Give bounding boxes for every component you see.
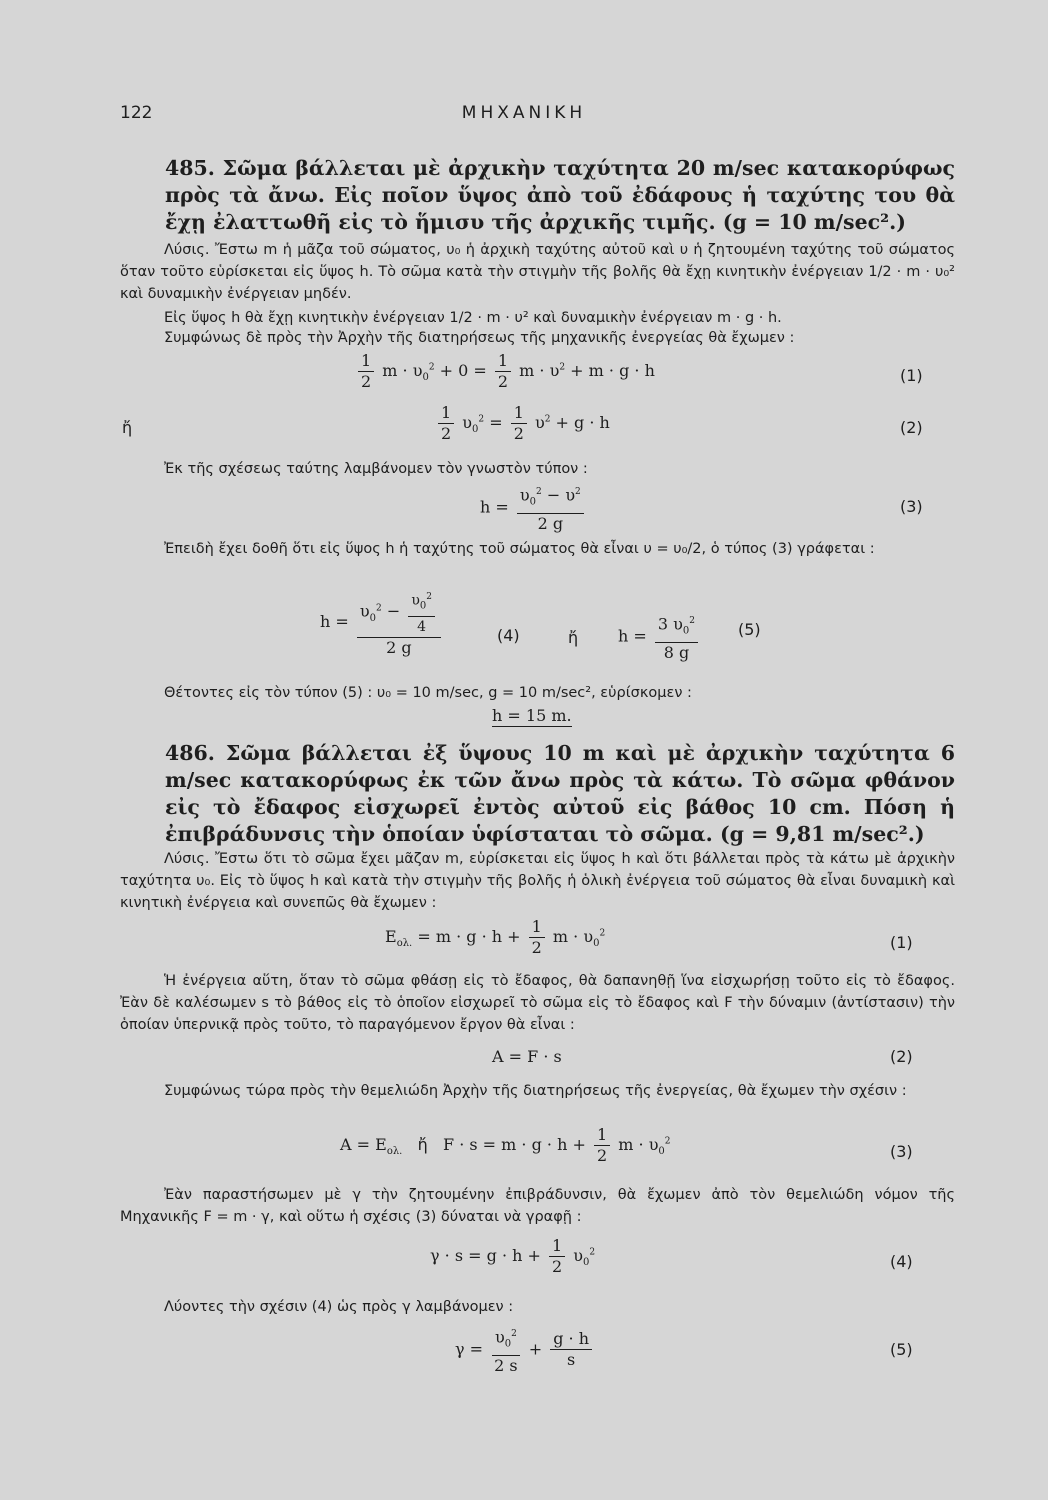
equation-486-4: γ · s = g · h + $\frac{1}{2}$ $\upsilon_0^2$ — [430, 1236, 596, 1276]
problem-486-solution: Λύσις. Ἔστω ὅτι τὸ σῶμα ἔχει μᾶζαν m, εὑρίσκεται εἰς ὕψος h καὶ ὅτι βάλλεται πρὸς τὰ κάτω μὲ ἀρχικὴν ταχύτητα υ₀. Εἰς τὸ ὕψος h καὶ κατὰ τὴν στιγμὴν τῆς βολῆς ἡ ὁλικὴ ἐνέργεια τοῦ σώματος θὰ εἶναι δυναμικὴ καὶ κινητικὴ ἐνέργεια καὶ συνεπῶς θὰ ἔχωμεν : — [120, 851, 955, 911]
equation-number: (3) — [890, 1142, 913, 1161]
or-label: ἤ — [417, 1135, 428, 1154]
equation-485-5: h = $\frac{3 \upsilon_0^2}{8 g}$ — [618, 612, 701, 662]
equation-number: (2) — [900, 418, 923, 437]
problem-486-line4: Ἐὰν παραστήσωμεν μὲ γ τὴν ζητουμένην ἐπιβράδυνσιν, θὰ ἔχωμεν ἀπὸ τὸν θεμελιώδη νόμον τῆς Μηχανικῆς F = m · γ, καὶ οὕτω ἡ σχέσις (3) δύναται νὰ γραφῇ : — [120, 1187, 955, 1225]
problem-485-line4: Ἐκ τῆς σχέσεως ταύτης λαμβάνομεν τὸν γνωστὸν τύπον : — [164, 461, 588, 477]
equation-485-4: h = $\upsilon_0^2$ − $\frac{\upsilon_0^2}{4}$ 2 g — [320, 588, 444, 657]
equation-486-3: $A = E_{o\lambda.}$ ἤ F · s = m · g · h + $\frac{1}{2}$ $m \cdot \upsilon_0^2$ — [340, 1125, 671, 1165]
or-label: ἤ — [568, 628, 579, 647]
equation-486-5: γ = $\frac{\upsilon_0^2}{2 s}$ + $\frac{g \cdot h}{s}$ — [455, 1325, 595, 1375]
problem-486-line3: Συμφώνως τώρα πρὸς τὴν θεμελιώδη Ἀρχὴν τῆς διατηρήσεως τῆς ἐνεργείας, θὰ ἔχωμεν τὴν σχέσιν : — [164, 1083, 907, 1099]
page-title: ΜΗΧΑΝΙΚΗ — [461, 103, 587, 123]
equation-486-1: $E_{o\lambda.} = m \cdot g \cdot h$ + $\frac{1}{2}$ $m \cdot \upsilon_0^2$ — [385, 917, 606, 957]
equation-number: (2) — [890, 1047, 913, 1066]
equation-number: (5) — [890, 1340, 913, 1359]
equation-number: (3) — [900, 497, 923, 516]
equation-485-1: $\frac{1}{2}$ $m \cdot \upsilon_0^2 + 0$ = $\frac{1}{2}$ $m \cdot \upsilon^2 + m \cdot g \cdot h$ — [355, 352, 655, 391]
problem-486-line5: Λύοντες τὴν σχέσιν (4) ὡς πρὸς γ λαμβάνομεν : — [164, 1299, 514, 1315]
equation-486-2: A = F · s — [492, 1047, 562, 1066]
equation-number: (1) — [890, 933, 913, 952]
equation-number: (4) — [890, 1252, 913, 1271]
equation-number: (4) — [497, 626, 520, 645]
problem-485-result: h = 15 m. — [492, 706, 572, 725]
problem-485-line2: Εἰς ὕψος h θὰ ἔχῃ κινητικὴν ἐνέργειαν 1/2 · m · υ² καὶ δυναμικὴν ἐνέργειαν m · g · h. — [164, 310, 782, 326]
equation-number: (5) — [738, 620, 761, 639]
equation-485-2: $\frac{1}{2}$ $\upsilon_0^2$ = $\frac{1}{2}$ $\upsilon^2 + g \cdot h$ — [435, 404, 610, 443]
problem-485-statement: 485. Σῶμα βάλλεται μὲ ἀρχικὴν ταχύτητα 20 m/sec κατακορύφως πρὸς τὰ ἄνω. Εἰς ποῖον ὕψος ἀπὸ τοῦ ἐδάφους ἡ ταχύτης του θὰ ἔχῃ ἐλαττωθῆ εἰς τὸ ἥμισυ τῆς ἀρχικῆς τιμῆς. (g = 10 m/sec².) — [165, 156, 955, 234]
problem-486-statement: 486. Σῶμα βάλλεται ἐξ ὕψους 10 m καὶ μὲ ἀρχικὴν ταχύτητα 6 m/sec κατακορύφως ἐκ τῶν ἄνω πρὸς τὰ κάτω. Τὸ σῶμα φθάνον εἰς τὸ ἔδαφος εἰσχωρεῖ ἐντὸς αὐτοῦ εἰς βάθος 10 cm. Πόση ἡ ἐπιβράδυνσις τὴν ὁποίαν ὑφίσταται τὸ σῶμα. (g = 9,81 m/sec².) — [165, 741, 955, 846]
or-label: ἤ — [122, 418, 133, 437]
problem-485-line5: Ἐπειδὴ ἔχει δοθῆ ὅτι εἰς ὕψος h ἡ ταχύτης τοῦ σώματος θὰ εἶναι υ = υ₀/2, ὁ τύπος (3) γράφεται : — [164, 541, 875, 557]
problem-485-solution: Λύσις. Ἔστω m ἡ μᾶζα τοῦ σώματος, υ₀ ἡ ἀρχικὴ ταχύτης αὐτοῦ καὶ υ ἡ ζητουμένη ταχύτης τοῦ σώματος ὅταν τοῦτο εὑρίσκεται εἰς ὕψος h. Τὸ σῶμα κατὰ τὴν στιγμὴν τῆς βολῆς θὰ ἔχῃ κινητικὴν ἐνέργειαν 1/2 · m · υ₀² καὶ δυναμικὴν ἐνέργειαν μηδέν. — [120, 242, 955, 302]
problem-485-line3: Συμφώνως δὲ πρὸς τὴν Ἀρχὴν τῆς διατηρήσεως τῆς μηχανικῆς ἐνεργείας θὰ ἔχωμεν : — [164, 330, 795, 346]
problem-486-line2: Ἡ ἐνέργεια αὕτη, ὅταν τὸ σῶμα φθάσῃ εἰς τὸ ἔδαφος, θὰ δαπανηθῇ ἵνα εἰσχωρήσῃ τοῦτο εἰς τὸ ἔδαφος. Ἐὰν δὲ καλέσωμεν s τὸ βάθος εἰς τὸ ὁποῖον εἰσχωρεῖ τὸ σῶμα εἰς τὸ ἔδαφος καὶ F τὴν δύναμιν (ἀντίστασιν) τὴν ὁποίαν ὑπερνικᾷ πρὸς τοῦτο, τὸ παραγόμενον ἔργον θὰ εἶναι : — [120, 973, 955, 1033]
page-number: 122 — [120, 103, 153, 123]
problem-485-line6: Θέτοντες εἰς τὸν τύπον (5) : υ₀ = 10 m/sec, g = 10 m/sec², εὑρίσκομεν : — [164, 685, 692, 701]
equation-number: (1) — [900, 366, 923, 385]
equation-485-3: h = $\frac{\upsilon_0^2 - \upsilon^2}{2 g}$ — [480, 483, 587, 533]
